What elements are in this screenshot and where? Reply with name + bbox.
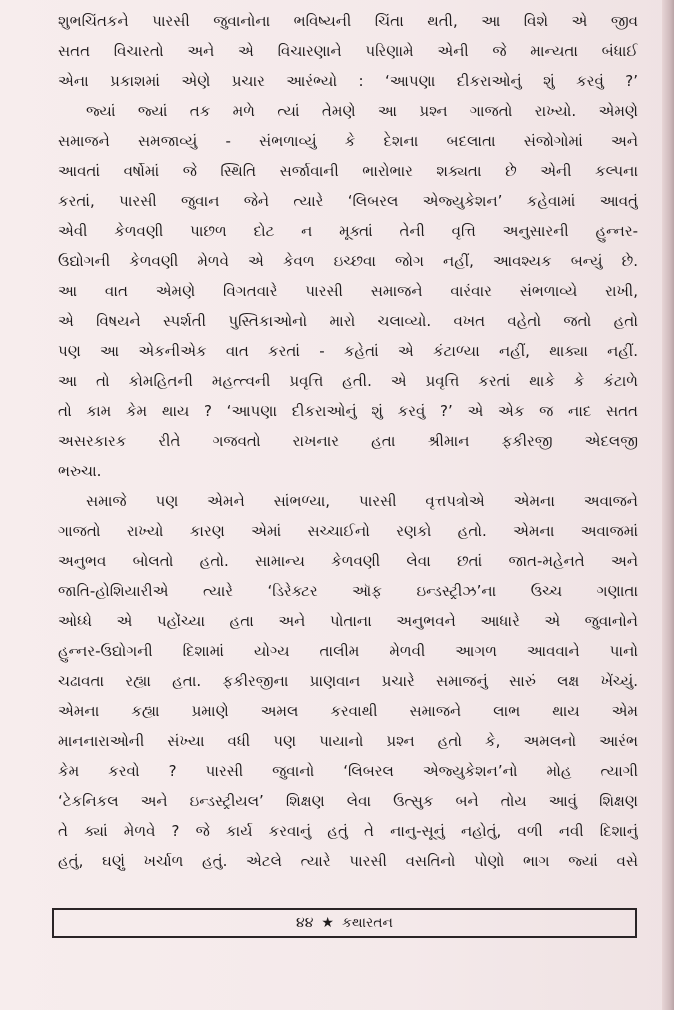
text-line: કરતાં, પારસી જુવાન જેને ત્યારે ‘લિબરલ એજ્યુકેશન’ કહેવામાં આવતું (58, 192, 638, 210)
text-line: ઉદ્યોગની કેળવણી મેળવે એ કેવળ ઇચ્છવા જોગ નહીં, આવશ્યક બન્યું છે. (58, 252, 638, 270)
text-line: માનનારાઓની સંખ્યા વધી પણ પાયાનો પ્રશ્ન હતો કે, અમલનો આરંભ (58, 732, 638, 750)
text-line: તે ક્યાં મેળવે ? જે કાર્ય કરવાનું હતું તે નાનુ-સૂનું નહોતું, વળી નવી દિશાનું (58, 822, 638, 840)
text-line: જ્યાં જ્યાં તક મળે ત્યાં તેમણે આ પ્રશ્ન ગાજતો રાખ્યો. એમણે (86, 102, 638, 120)
text-line: શુભચિંતકને પારસી જુવાનોના ભવિષ્યની ચિંતા થતી, આ વિશે એ જીવ (58, 12, 638, 30)
text-line: ભરુચા. (58, 462, 102, 480)
book-title: કથારતન (341, 915, 393, 931)
text-line: એ વિષયને સ્પર્શતી પુસ્તિકાઓનો મારો ચલાવ્યો. વખત વહેતો જતો હતો (58, 312, 638, 330)
text-line: આ તો કોમહિતની મહત્ત્વની પ્રવૃત્તિ હતી. એ પ્રવૃત્તિ કરતાં થાકે કે કંટાળે (58, 372, 638, 390)
text-line: ચઢાવતા રહ્યા હતા. ફકીરજીના પ્રાણવાન પ્રચારે સમાજનું સારું લક્ષ ખેંચ્યું. (58, 672, 638, 690)
text-line: અનુભવ બોલતો હતો. સામાન્ય કેળવણી લેવા છતાં જાત-મહેનતે અને (58, 552, 638, 570)
text-line: પણ આ એકનીએક વાત કરતાં - કહેતાં એ કંટાળ્યા નહીં, થાક્યા નહીં. (58, 342, 638, 360)
text-line: આ વાત એમણે વિગતવારે પારસી સમાજને વારંવાર સંભળાવ્યે રાખી, (58, 282, 638, 300)
text-line: જાતિ-હોશિયારીએ ત્યારે ‘ડિરેક્ટર ઑફ ઇન્ડસ્ટ્રીઝ’ના ઉચ્ચ ગણાતા (58, 582, 638, 600)
text-line: એના પ્રકાશમાં એણે પ્રચાર આરંભ્યો : ‘આપણા દીકરાઓનું શું કરવું ?’ (58, 72, 638, 90)
text-line: કેમ કરવો ? પારસી જુવાનો ‘લિબરલ એજ્યુકેશન’નો મોહ ત્યાગી (58, 762, 638, 780)
text-line: ઓધ્ધે એ પહોંચ્યા હતા અને પોતાના અનુભવને આધારે એ જુવાનોને (58, 612, 638, 630)
text-line: હતું, ઘણું ખર્ચાળ હતું. એટલે ત્યારે પારસી વસતિનો પોણો ભાગ જ્યાં વસે (58, 852, 638, 870)
text-line: એમના કહ્યા પ્રમાણે અમલ કરવાથી સમાજને લાભ થાય એમ (58, 702, 638, 720)
text-line: તો કામ કેમ થાય ? ‘આપણા દીકરાઓનું શું કરવું ?’ એ એક જ નાદ સતત (58, 402, 638, 420)
text-line: ‘ટેકનિકલ અને ઇન્ડસ્ટ્રીયલ’ શિક્ષણ લેવા ઉત્સુક બને તોય આવું શિક્ષણ (58, 792, 638, 810)
text-line: અસરકારક રીતે ગજવતો રાખનાર હતા શ્રીમાન ફકીરજી એદલજી (58, 432, 638, 450)
text-line: આવતાં વર્ષોમાં જે સ્થિતિ સર્જાવાની ભારોભાર શક્યતા છે એની કલ્પના (58, 162, 638, 180)
text-line: સતત વિચારતો અને એ વિચારણાને પરિણામે એની જે માન્યતા બંધાઈ (58, 42, 638, 60)
running-footer (52, 908, 637, 938)
page-number: ૪૪ (296, 915, 314, 931)
body-text (58, 6, 638, 876)
text-line: ગાજતો રાખ્યો કારણ એમાં સચ્ચાઈનો રણકો હતો. એમના અવાજમાં (58, 522, 638, 540)
text-line: હુન્નર-ઉદ્યોગની દિશામાં યોગ્ય તાલીમ મેળવી આગળ આવવાને પાનો (58, 642, 638, 660)
text-line: એવી કેળવણી પાછળ દોટ ન મૂક્તાં તેની વૃત્તિ અનુસારની હુન્નર- (58, 222, 638, 240)
text-line: સમાજે પણ એમને સાંભળ્યા, પારસી વૃત્તપત્રોએ એમના અવાજને (86, 492, 638, 510)
page-edge (662, 0, 674, 1010)
text-line: સમાજને સમજાવ્યું - સંભળાવ્યું કે દેશના બદલાતા સંજોગોમાં અને (58, 132, 638, 150)
star-icon: ★ (321, 915, 334, 931)
